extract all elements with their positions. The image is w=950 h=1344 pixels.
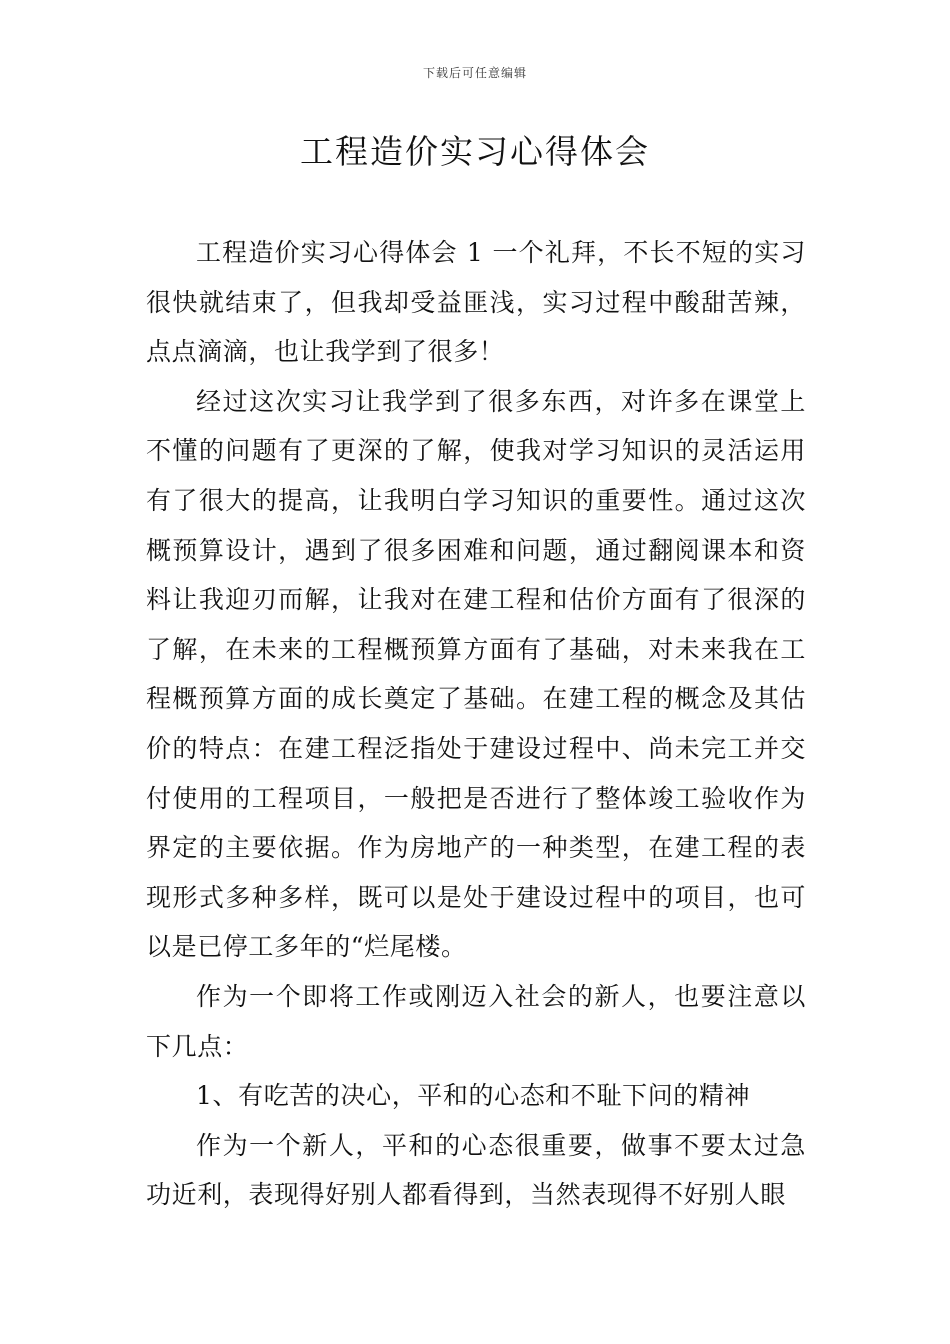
document-body xyxy=(146,228,806,1220)
document-title: 工程造价实习心得体会 xyxy=(300,132,650,171)
paragraph-new-employee: 作为一个即将工作或刚迈入社会的新人，也要注意以下几点： xyxy=(146,981,806,1061)
paragraph-experience: 经过这次实习让我学到了很多东西，对许多在课堂上不懂的问题有了更深的了解，使我对学习知识的灵活运用有了很大的提高，让我明白学习知识的重要性。通过这次概预算设计，遇到了很多困难和问题，通过翻阅课本和资料让我迎刃而解，让我对在建工程和估价方面有了很深的了解，在未来的工程概预算方面有了基础，对未来我在工程概预算方面的成长奠定了基础。在建工程的概念及其估价的特点：在建工程泛指处于建设过程中、尚未完工并交付使用的工程项目，一般把是否进行了整体竣工验收作为界定的主要依据。作为房地产的一种类型，在建工程的表现形式多种多样，既可以是处于建设过程中的项目，也可以是已停工多年的“烂尾楼。 xyxy=(146,386,806,962)
header-note: 下载后可任意编辑 xyxy=(422,66,527,80)
paragraph-point-1: 1、有吃苦的决心，平和的心态和不耻下问的精神 xyxy=(196,1081,751,1111)
paragraph-intro: 工程造价实习心得体会 1 一个礼拜，不长不短的实习很快就结束了，但我却受益匪浅，实习过程中酸甜苦辣，点点滴滴，也让我学到了很多！ xyxy=(146,238,806,367)
paragraph-attitude: 作为一个新人，平和的心态很重要，做事不要太过急功近利，表现得好别人都看得到，当然表现得不好别人眼 xyxy=(146,1130,806,1210)
